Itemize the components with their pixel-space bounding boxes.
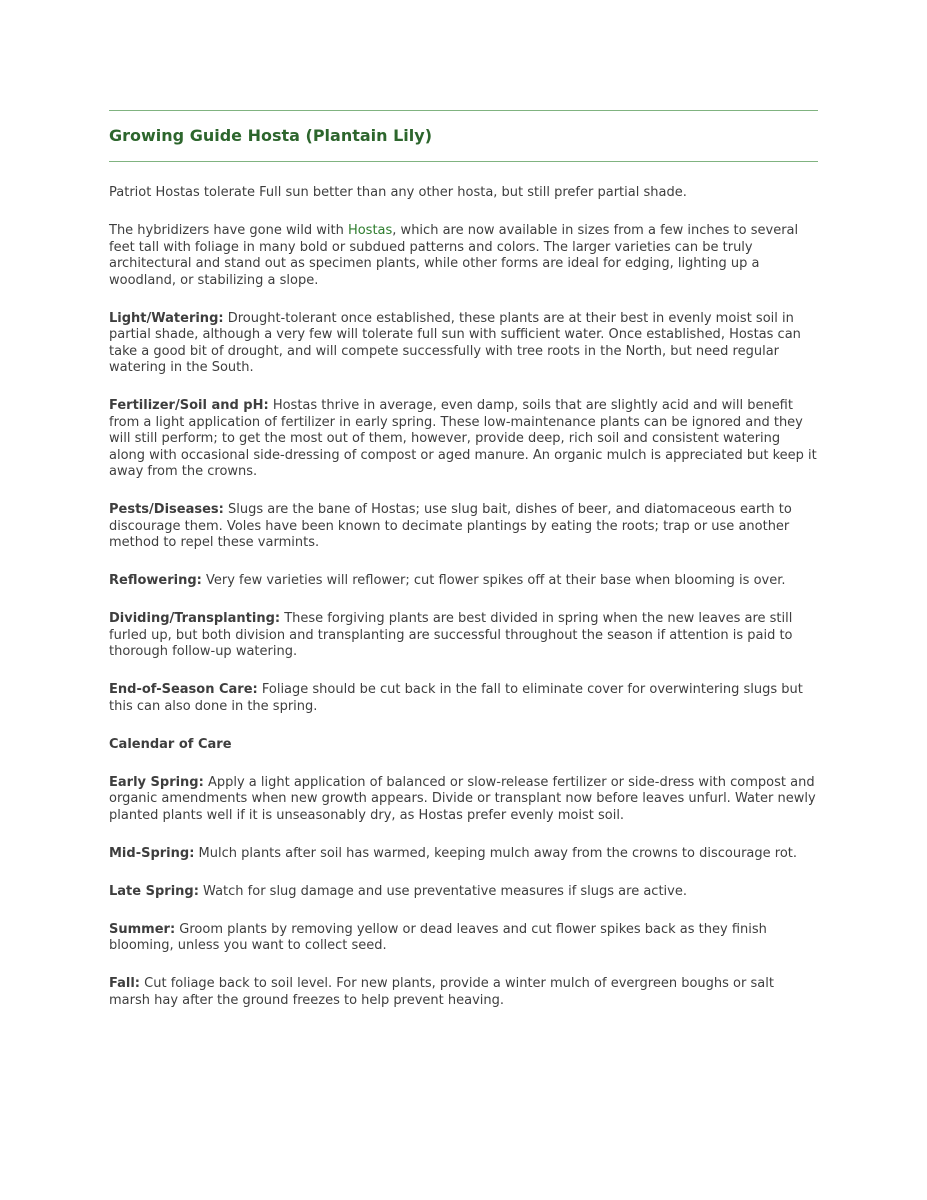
section-text: Mulch plants after soil has warmed, keeping mulch away from the crowns to discourage rot. (194, 845, 798, 861)
end-of-season-paragraph (109, 682, 818, 715)
late-spring-paragraph (109, 884, 818, 901)
dividing-transplanting-paragraph (109, 611, 818, 661)
early-spring-paragraph (109, 775, 818, 825)
section-text: Groom plants by removing yellow or dead leaves and cut flower spikes back as they finish blooming, unless you want to collect seed. (109, 921, 767, 953)
page-title: Growing Guide Hosta (Plantain Lily) (109, 126, 433, 145)
light-watering-paragraph (109, 311, 818, 377)
section-text: These forgiving plants are best divided in spring when the new leaves are still furled up, but both division and transplanting are successful throughout the season if attention is paid to thorough follow-up watering. (109, 611, 793, 659)
mid-spring-paragraph (109, 846, 818, 863)
section-text: Very few varieties will reflower; cut flower spikes off at their base when blooming is over. (201, 573, 786, 588)
section-label: Dividing/Transplanting: (109, 611, 281, 626)
document-body (109, 185, 818, 1009)
section-label: Mid-Spring: (109, 845, 195, 861)
section-text: Apply a light application of balanced or slow-release fertilizer or side-dress with compost and organic amendments when new growth appears. Divide or transplant now before leaves unfurl. Water newly planted plants well if it is unseasonably dry, as Hostas prefer evenly moist soil. (109, 774, 816, 823)
section-label: Early Spring: (109, 774, 204, 790)
section-label: Summer: (109, 921, 176, 937)
intro-paragraph: Patriot Hostas tolerate Full sun better than any other hosta, but still prefer partial shade. (109, 185, 687, 200)
section-text: Watch for slug damage and use preventative measures if slugs are active. (198, 883, 687, 899)
fall-paragraph (109, 976, 818, 1009)
section-text: Cut foliage back to soil level. For new plants, provide a winter mulch of evergreen boughs or salt marsh hay after the ground freezes to help prevent heaving. (109, 976, 774, 1008)
hybridizers-paragraph (109, 223, 818, 289)
hostas-link[interactable]: Hostas (347, 223, 393, 238)
calendar-of-care-heading: Calendar of Care (109, 736, 232, 752)
section-label: Pests/Diseases: (109, 502, 224, 517)
section-label: Fertilizer/Soil and pH: (109, 398, 269, 413)
summer-paragraph (109, 922, 818, 955)
top-divider (109, 110, 818, 111)
pests-diseases-paragraph (109, 502, 818, 552)
title-divider (109, 161, 818, 162)
section-label: Fall: (109, 976, 141, 991)
reflowering-paragraph (109, 573, 818, 590)
section-label: Reflowering: (109, 573, 202, 588)
fertilizer-soil-paragraph (109, 398, 818, 481)
paragraph-text: The hybridizers have gone wild with (109, 223, 348, 238)
section-label: Light/Watering: (109, 310, 224, 326)
section-text: Slugs are the bane of Hostas; use slug bait, dishes of beer, and diatomaceous earth to discourage them. Voles have been known to decimate plantings by eating the roots; trap or use another method to repel these varmints. (109, 502, 792, 550)
paragraph-text: , which are now available in sizes from a few inches to several feet tall with foliage in many bold or subdued patterns and colors. The larger varieties can be truly architectural and stand out as specimen plants, while other forms are ideal for edging, lighting up a woodland, or stabilizing a slope. (109, 223, 799, 288)
section-label: Late Spring: (109, 883, 199, 899)
section-label: End-of-Season Care: (109, 682, 258, 697)
section-text: Foliage should be cut back in the fall to eliminate cover for overwintering slugs but this can also done in the spring. (109, 682, 803, 714)
section-text: Drought-tolerant once established, these plants are at their best in evenly moist soil in partial shade, although a very few will tolerate full sun with sufficient water. Once established, Hostas can take a good bit of drought, and will compete successfully with tree roots in the North, but need regular watering in the South. (109, 310, 801, 375)
section-text: Hostas thrive in average, even damp, soils that are slightly acid and will benefit from a light application of fertilizer in early spring. These low-maintenance plants can be ignored and they will still perform; to get the most out of them, however, provide deep, rich soil and consistent watering along with occasional side-dressing of compost or aged manure. An organic mulch is appreciated but keep it away from the crowns. (109, 398, 817, 479)
